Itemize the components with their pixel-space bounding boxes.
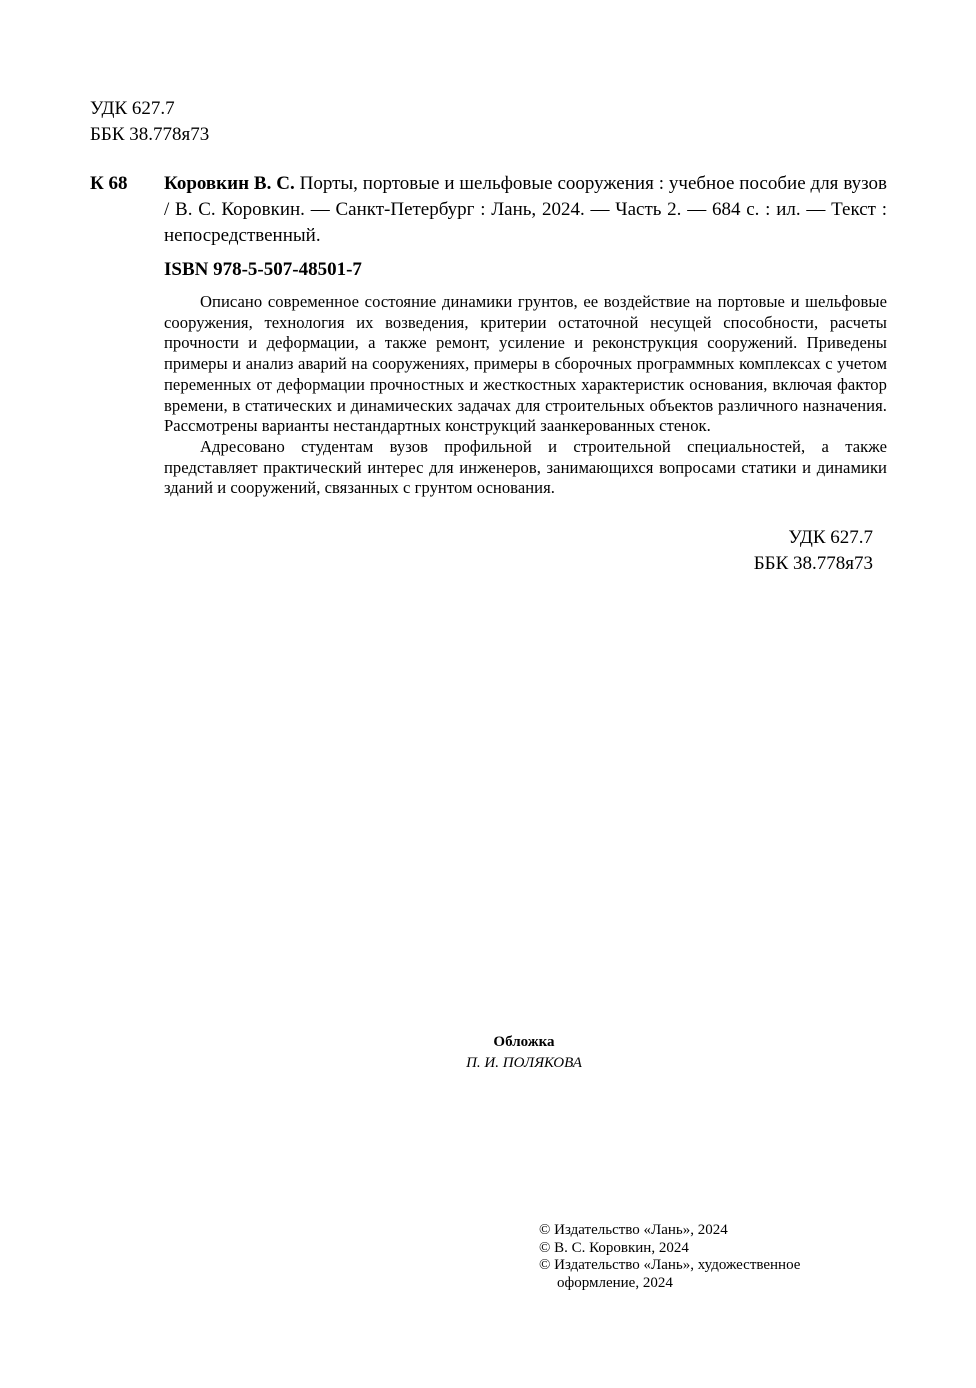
title-line: Порты, портовые и шельфовые сооружения : учебное пособие — [294, 173, 806, 194]
classification-header — [90, 96, 209, 148]
annotation-paragraph-1: Описано современное состояние динамики грунтов, ее воздействие на портовые и шельфовые сооружения, технология их возведения, критерии остаточной несущей способности, расчеты прочности и деформации, а также ремонт, усиление и реконструкция сооружений. Приведены примеры и анализ аварий на сооружениях, примеры в сборочных программных комплексах с учетом переменных от деформации прочностных и жесткостных характеристик основания, включая фактор времени, в статических и динамических задачах для строительных объектов различного назначения. Рассмотрены варианты нестандартных конструкций заанкерованных стенок. — [164, 292, 887, 436]
cover-credit — [0, 1032, 976, 1074]
copyright-line: © Издательство «Лань», художественное — [539, 1257, 801, 1273]
publication-details: для вузов / В. С. Коровкин. — Санкт-Петербург : Лань, 2024. — Часть 2. — 684 с. : ил. — Текст : непосредственный. — [164, 173, 888, 246]
annotation — [164, 292, 887, 499]
bibliographic-description — [164, 171, 887, 249]
author-name: Коровкин В. С. — [164, 173, 295, 194]
cover-designer: П. И. ПОЛЯКОВА — [466, 1055, 582, 1071]
author-sign: К 68 — [90, 173, 128, 194]
copyright-line: © В. С. Коровкин, 2024 — [539, 1239, 689, 1256]
copyright-line: © Издательство «Лань», 2024 — [539, 1222, 728, 1238]
copyright-block — [539, 1222, 800, 1292]
cover-label: Обложка — [493, 1034, 555, 1050]
udk-code-bottom: УДК 627.7 — [788, 527, 873, 548]
bbk-code-bottom: ББК 38.778я73 — [753, 553, 873, 574]
classification-footer — [754, 525, 873, 577]
annotation-paragraph-2: Адресовано студентам вузов профильной и строительной специальностей, а также представляет практический интерес для инженеров, занимающихся вопросами статики и динамики зданий и сооружений, связанных с грунтом основания. — [164, 436, 887, 498]
bbk-code: ББК 38.778я73 — [90, 124, 210, 145]
udk-code: УДК 627.7 — [90, 98, 175, 119]
copyright-line: оформление, 2024 — [557, 1274, 673, 1291]
isbn: ISBN 978-5-507-48501-7 — [164, 259, 362, 280]
